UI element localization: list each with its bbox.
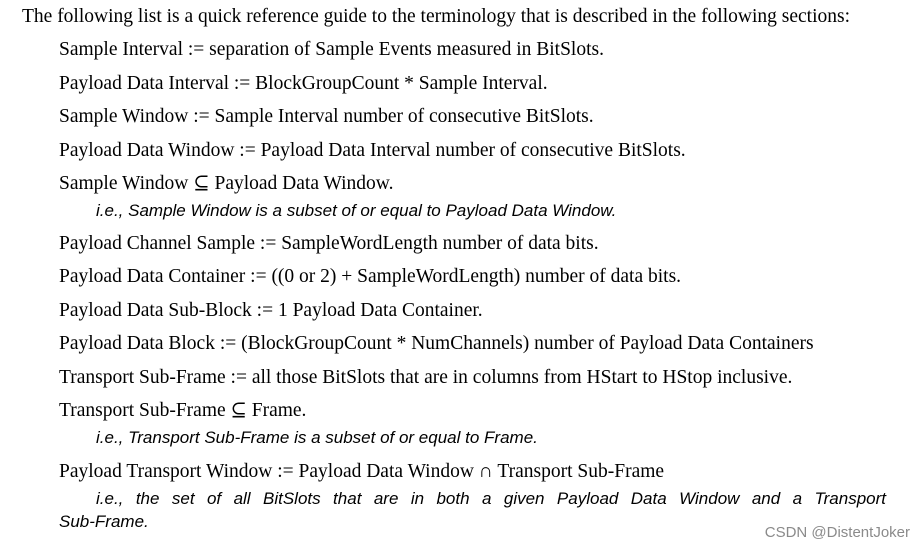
definition-sample-window: Sample Window := Sample Interval number of consecutive BitSlots. <box>59 106 594 127</box>
definition-payload-data-interval: Payload Data Interval := BlockGroupCount * Sample Interval. <box>59 73 548 94</box>
definition-payload-data-container: Payload Data Container := ((0 or 2) + SampleWordLength) number of data bits. <box>59 266 682 287</box>
note-transport-sub-frame-subset: i.e., Transport Sub-Frame is a subset of or equal to Frame. <box>96 428 538 447</box>
note-payload-transport-window-line2: Sub-Frame. <box>59 512 149 531</box>
definition-payload-channel-sample: Payload Channel Sample := SampleWordLength number of data bits. <box>59 233 599 254</box>
note-payload-transport-window-line1: i.e., the set of all BitSlots that are in both a given Payload Data Window and a Transport <box>96 489 886 508</box>
definition-transport-sub-frame-subset: Transport Sub-Frame ⊆ Frame. <box>59 400 307 421</box>
watermark: CSDN @DistentJoker <box>764 524 910 541</box>
definition-transport-sub-frame: Transport Sub-Frame := all those BitSlots that are in columns from HStart to HStop inclusive. <box>59 367 793 388</box>
definition-sample-interval: Sample Interval := separation of Sample Events measured in BitSlots. <box>59 39 604 60</box>
definition-payload-transport-window: Payload Transport Window := Payload Data Window ∩ Transport Sub-Frame <box>59 461 665 482</box>
definition-payload-data-window: Payload Data Window := Payload Data Interval number of consecutive BitSlots. <box>59 140 686 161</box>
intro-paragraph: The following list is a quick reference guide to the terminology that is described in the following sections: <box>22 6 851 27</box>
definition-sample-window-subset: Sample Window ⊆ Payload Data Window. <box>59 173 394 194</box>
definition-payload-data-block: Payload Data Block := (BlockGroupCount * NumChannels) number of Payload Data Containers <box>59 333 814 354</box>
definition-payload-data-sub-block: Payload Data Sub-Block := 1 Payload Data Container. <box>59 300 483 321</box>
note-sample-window-subset: i.e., Sample Window is a subset of or equal to Payload Data Window. <box>96 201 617 220</box>
